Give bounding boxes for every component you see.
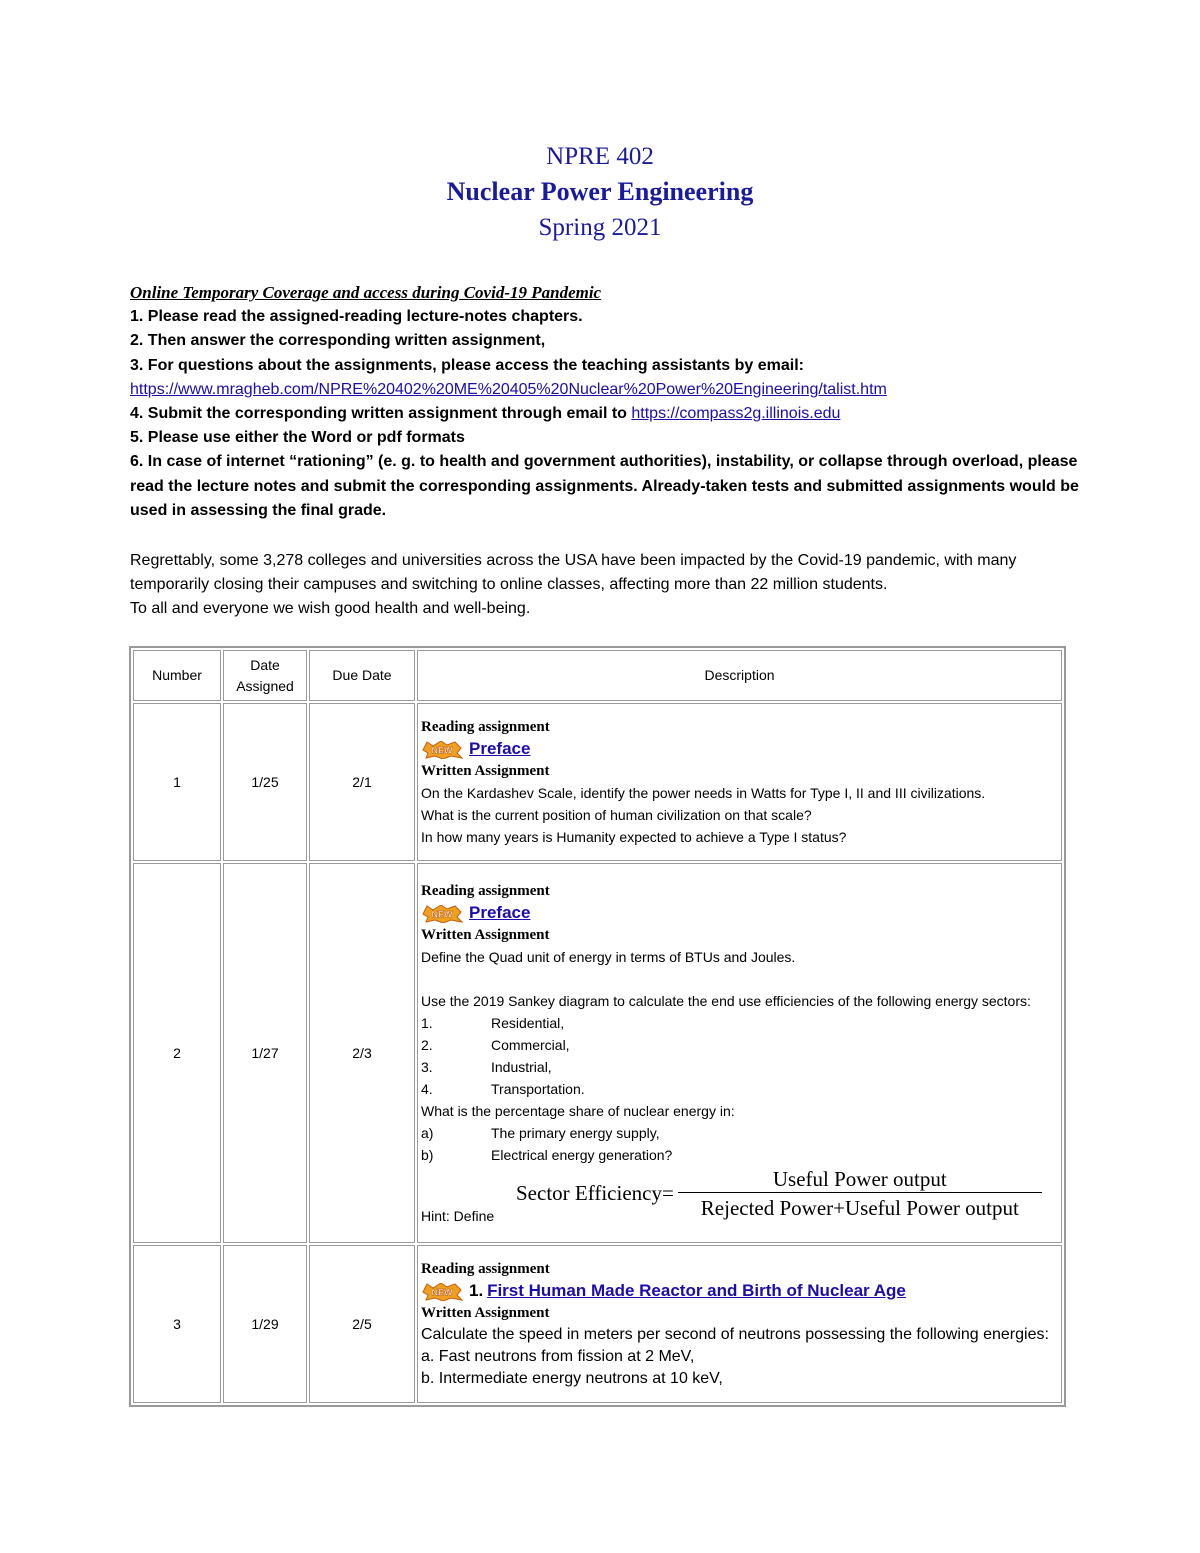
svg-text:NEW: NEW — [431, 1287, 453, 1298]
course-term: Spring 2021 — [538, 214, 662, 241]
row-date-assigned: 1/29 — [223, 1245, 307, 1403]
formula-numerator: Useful Power output — [678, 1168, 1042, 1193]
ta-list-link[interactable]: https://www.mragheb.com/NPRE%20402%20ME%20405%20Nuclear%20Power%20Engineering/talist.htm — [130, 380, 887, 398]
preface-link[interactable]: Preface — [469, 739, 531, 758]
reading-assignment-label: Reading assignment — [421, 1261, 550, 1277]
notice-item-1: 1. Please read the assigned-reading lecture-notes chapters. — [130, 308, 583, 326]
notice-item-4 — [130, 402, 1080, 426]
speed-question: Calculate the speed in meters per second of neutrons possessing the following energies: — [421, 1326, 1049, 1343]
row-due-date: 2/5 — [309, 1245, 415, 1403]
assignment-line: What is the current position of human civilization on that scale? — [421, 807, 812, 823]
header-description: Description — [417, 650, 1062, 701]
first-reactor-link[interactable]: First Human Made Reactor and Birth of Nuclear Age — [487, 1281, 906, 1300]
new-badge-icon — [421, 1283, 463, 1301]
notice-item-5: 5. Please use either the Word or pdf formats — [130, 429, 465, 447]
fast-neutrons-item: a. Fast neutrons from fission at 2 MeV, — [421, 1348, 695, 1365]
hint-text: Hint: Define — [421, 1207, 495, 1224]
header-number: Number — [133, 650, 221, 701]
header-date-assigned: Date Assigned — [223, 650, 307, 701]
intermediate-neutrons-item: b. Intermediate energy neutrons at 10 keV, — [421, 1370, 723, 1387]
reading-number: 1. — [469, 1281, 484, 1300]
quad-question: Define the Quad unit of energy in terms of BTUs and Joules. — [421, 948, 796, 965]
table-row — [133, 1245, 1062, 1403]
notice-heading: Online Temporary Coverage and access during Covid-19 Pandemic — [130, 283, 602, 302]
row-description — [417, 863, 1062, 1243]
sankey-question: Use the 2019 Sankey diagram to calculate the end use efficiencies of the following energy sectors: — [421, 992, 1031, 1009]
course-title: Nuclear Power Engineering — [446, 177, 754, 206]
row-due-date: 2/1 — [309, 703, 415, 861]
notice-item-2: 2. Then answer the corresponding written assignment, — [130, 332, 546, 350]
formula-fraction — [678, 1168, 1042, 1219]
row-description — [417, 1245, 1062, 1403]
assignment-line: In how many years is Humanity expected to achieve a Type I status? — [421, 829, 847, 845]
list-item: b) Electrical energy generation? — [421, 1146, 673, 1163]
notice-item-4-text: 4. Submit the corresponding written assignment through email to — [130, 405, 627, 423]
written-assignment-label: Written Assignment — [421, 763, 550, 779]
svg-text:NEW: NEW — [431, 745, 453, 756]
reading-assignment-label: Reading assignment — [421, 882, 550, 899]
intro-wish: To all and everyone we wish good health and well-being. — [130, 600, 531, 617]
formula-denominator: Rejected Power+Useful Power output — [700, 1195, 1019, 1220]
header-due-date: Due Date — [309, 650, 415, 701]
row-number: 3 — [133, 1245, 221, 1403]
row-description — [417, 703, 1062, 861]
intro-paragraph: Regrettably, some 3,278 colleges and universities across the USA have been impacted by the Covid-19 pandemic, with many temporarily closing their campuses and switching to online classes, affecting more than 22 million students. — [130, 552, 1017, 593]
written-assignment-label: Written Assignment — [421, 926, 550, 943]
notice-item-3: 3. For questions about the assignments, please access the teaching assistants by email: — [130, 356, 804, 374]
list-item: 1. Residential, — [421, 1014, 565, 1031]
reading-assignment-label: Reading assignment — [421, 719, 550, 735]
new-badge-icon — [421, 905, 463, 923]
intro-text — [130, 549, 1090, 621]
assignment-line: On the Kardashev Scale, identify the power needs in Watts for Type I, II and III civilizations. — [421, 785, 986, 801]
new-badge-icon — [421, 741, 463, 759]
course-header — [0, 140, 1200, 246]
row-date-assigned: 1/27 — [223, 863, 307, 1243]
nuclear-question: What is the percentage share of nuclear energy in: — [421, 1102, 735, 1119]
preface-link[interactable]: Preface — [469, 902, 531, 922]
course-number: NPRE 402 — [546, 143, 654, 170]
notice-item-6: 6. In case of internet “rationing” (e. g. to health and government authorities), instability, or collapse through overload, please read the lecture notes and submit the corresponding assignments. Already-taken tests and submitted assignments would be used in assessing the final grade. — [130, 453, 1079, 519]
compass-link[interactable]: https://compass2g.illinois.edu — [631, 405, 841, 423]
row-due-date: 2/3 — [309, 863, 415, 1243]
list-item: 4. Transportation. — [421, 1080, 585, 1097]
row-date-assigned: 1/25 — [223, 703, 307, 861]
table-row — [133, 863, 1062, 1243]
written-assignment-label: Written Assignment — [421, 1305, 550, 1321]
row-number: 1 — [133, 703, 221, 861]
assignment-table — [129, 646, 1066, 1407]
formula-lhs: Sector Efficiency= — [516, 1181, 674, 1205]
list-item: 2. Commercial, — [421, 1036, 570, 1053]
row-number: 2 — [133, 863, 221, 1243]
list-item: 3. Industrial, — [421, 1058, 552, 1075]
table-row — [133, 703, 1062, 861]
covid-notice — [130, 281, 1080, 523]
list-item: a) The primary energy supply, — [421, 1124, 660, 1141]
table-header-row — [133, 650, 1062, 701]
svg-text:NEW: NEW — [431, 909, 453, 920]
